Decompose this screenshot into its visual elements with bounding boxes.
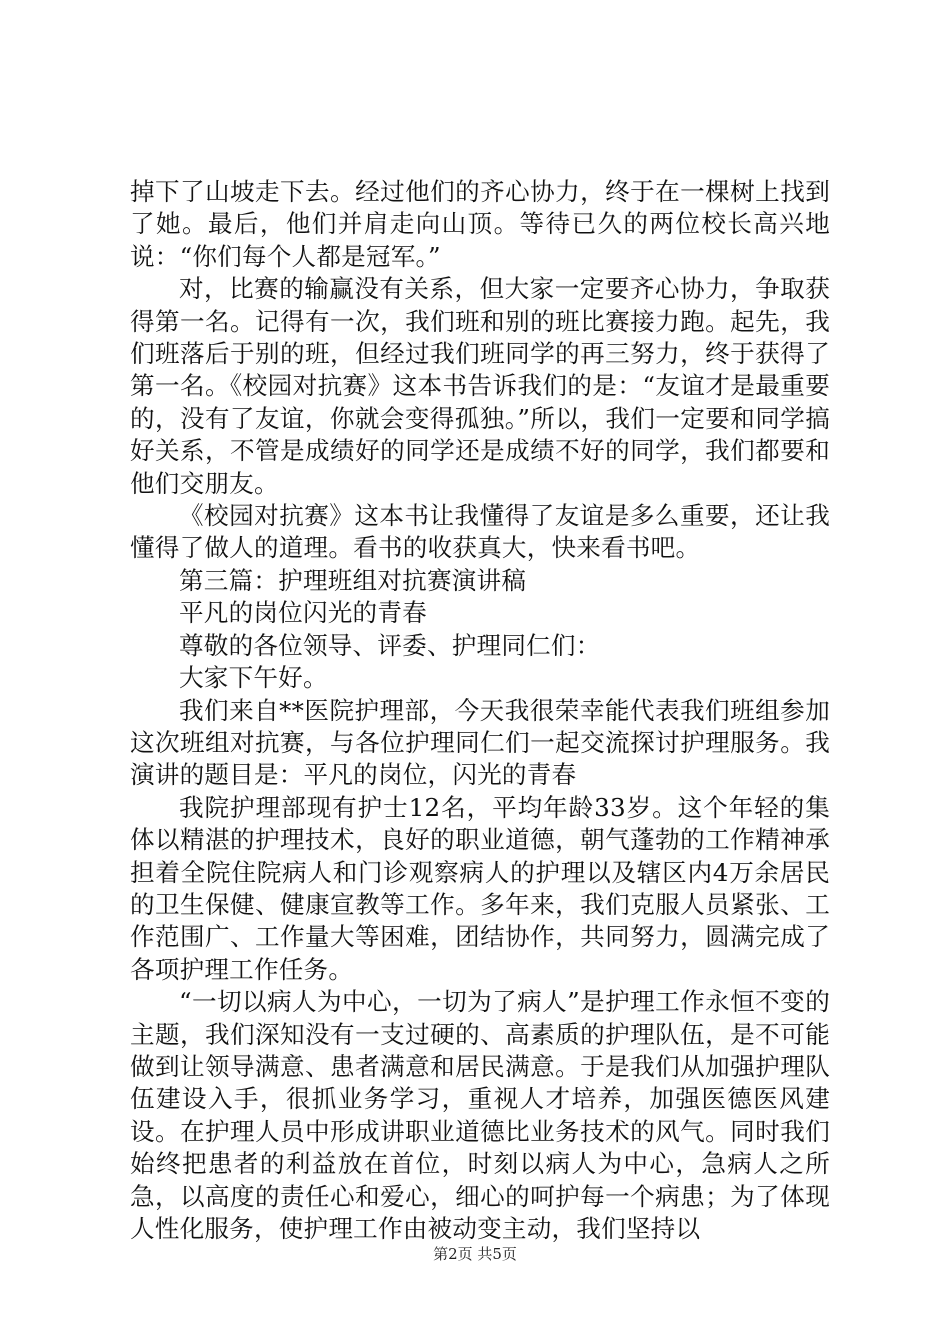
paragraph-department: 我院护理部现有护士12名，平均年龄33岁。这个年轻的集体以精湛的护理技术，良好的职业道德，朝气蓬勃的工作精神承担着全院住院病人和门诊观察病人的护理以及辖区内4万余居民的卫生保健、健康宣教等工作。多年来，我们克服人员紧张、工作范围广、工作量大等困难，团结协作，共同努力，圆满完成了各项护理工作任务。 <box>130 792 830 984</box>
paragraph-continuation: 掉下了山坡走下去。经过他们的齐心协力，终于在一棵树上找到了她。最后，他们并肩走向山顶。等待已久的两位校长高兴地说：“你们每个人都是冠军。” <box>130 177 830 271</box>
greeting: 大家下午好。 <box>179 663 328 693</box>
paragraph-introduction: 我们来自**医院护理部，今天我很荣幸能代表我们班组参加这次班组对抗赛，与各位护理同仁们一起交流探讨护理服务。我演讲的题目是：平凡的岗位，闪光的青春 <box>130 695 830 790</box>
page-number-footer: 第2页 共5页 <box>433 1245 517 1263</box>
speech-title: 平凡的岗位闪光的青春 <box>179 598 427 628</box>
section-heading: 第三篇：护理班组对抗赛演讲稿 <box>179 565 527 595</box>
paragraph-friendship: 对，比赛的输赢没有关系，但大家一定要齐心协力，争取获得第一名。记得有一次，我们班和别的班比赛接力跑。起先，我们班落后于别的班，但经过我们班同学的再三努力，终于获得了第一名。《校园对抗赛》这本书告诉我们的是：“友谊才是最重要的，没有了友谊，你就会变得孤独。”所以，我们一定要和同学搞好关系，不管是成绩好的同学还是成绩不好的同学，我们都要和他们交朋友。 <box>130 274 830 498</box>
paragraph-book-conclusion: 《校园对抗赛》这本书让我懂得了友谊是多么重要，还让我懂得了做人的道理。看书的收获真大，快来看书吧。 <box>130 501 830 563</box>
paragraph-patient-centered: “一切以病人为中心，一切为了病人”是护理工作永恒不变的主题，我们深知没有一支过硬的、高素质的护理队伍，是不可能做到让领导满意、患者满意和居民满意。于是我们从加强护理队伍建设入手，很抓业务学习，重视人才培养，加强医德医风建设。在护理人员中形成讲职业道德比业务技术的风气。同时我们始终把患者的利益放在首位，时刻以病人为中心，急病人之所急，以高度的责任心和爱心，细心的呵护每一个病患；为了体现人性化服务，使护理工作由被动变主动，我们坚持以 <box>130 987 830 1243</box>
salutation: 尊敬的各位领导、评委、护理同仁们： <box>179 630 601 660</box>
document-body <box>130 176 830 1245</box>
